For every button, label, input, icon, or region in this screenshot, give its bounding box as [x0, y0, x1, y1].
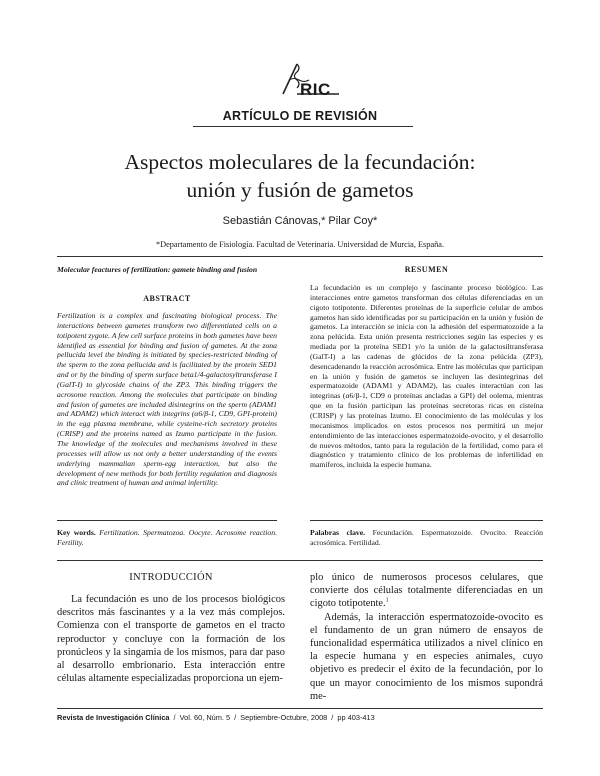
reference-marker[interactable]: 1	[385, 597, 389, 604]
paragraph-text: plo único de numerosos procesos celulares, que convierte dos células totalmente diferenciadas en un cigoto totipotente.	[310, 572, 543, 610]
resumen-heading: RESUMEN	[404, 265, 449, 274]
abstract-heading: ABSTRACT	[143, 294, 191, 303]
keywords-text: Fecundación. Espermatozoide. Ovocito. Reacción acrosómica. Fertilidad.	[310, 528, 544, 547]
keywords-en	[57, 528, 277, 548]
english-title: Molecular feactures of fertilization: gamete binding and fusion	[57, 265, 258, 274]
logo-text: RIC	[300, 80, 331, 99]
divider	[57, 256, 543, 257]
keywords-text: Fertilization. Spermatozoa. Oocyte. Acrosome reaction. Fertility.	[57, 528, 277, 547]
paragraph: La fecundación es uno de los procesos biológicos descritos más fascinantes y a la vez más complejos. Comienza con el transporte de gametos en el tracto reproductor y concluye con la formación de los pronúcleos y la singamia de los mismos, para dar paso al desarrollo embrionario. Esta interacción entre células altamente especializadas proporciona un ejem-	[57, 594, 285, 685]
intro-column-left	[57, 593, 285, 685]
article-title	[0, 148, 600, 204]
affiliation: *Departamento de Fisiología. Facultad de Veterinaria. Universidad de Murcia, España.	[155, 240, 445, 249]
divider	[57, 560, 543, 561]
issue-date: Septiembre-Octubre, 2008	[240, 713, 328, 722]
resumen-text: La fecundación es un complejo y fascinante proceso biológico. Las interacciones entre gametos transforman dos células diferenciadas en un cigoto totipotente. Diferentes proteínas de la superficie celular de ambos gametos han sido identificadas por su participación en la unión y fusión de gametos. La interacción se inicia con la adhesión del espermatozoide a la zona pelúcida. Esta unión presenta restricciones según las especies y es mediada por la proteína SED1 y/o la unión de la galactosiltransferasa (GalT-I) a las cadenas de glúcidos de la zona pelúcida (ZP3), desencadenando la reacción acrosómica. Entre las moléculas que participan en la unión y fusión de gametos se incluyen las desintegrinas del espermatozoide (ADAM1 y ADAM2), las cuales interactúan con las integrinas (α6/β-1, CD9 o proteínas ancladas a GPI) del oolema, mientras que en la fusión participan las proteínas secretoras ricas en cisteína (CRISP) y las proteínas Izumo. El conocimiento de las moléculas y los mecanismos implicados en estos procesos nos permitirá un mejor entendimiento de las interacciones espermatozoide-ovocito, y el desarrollo de nuevos métodos, tanto para la regulación de la fertilidad, como para el diagnóstico y tratamiento clínico de los problemas de infertilidad en mamíferos, incluida la especie humana.	[310, 283, 543, 470]
paragraph: Además, la interacción espermatozoide-ovocito es el fundamento de un gran número de ensayos de funcionalidad espermática utilizados a nivel clínico en la especie humana y en especies animales, cuyo objetivo es predecir el éxito de la fecundación, por lo que un mayor conocimiento de los mismos supondrá me-	[310, 611, 543, 702]
footer: Revista de Investigación Clínica / Vol. 60, Núm. 5 / Septiembre-Octubre, 2008 / pp 403-413	[57, 713, 375, 722]
intro-column-right	[310, 571, 543, 703]
keywords-label: Palabras clave.	[310, 528, 366, 537]
keywords-rule	[57, 520, 277, 521]
abstract-text: Fertilization is a complex and fascinating biological process. The interactions between gametes transform two differentiated cells on a totipotent zygote. A few cell surface proteins in both gametes have been identified as essential for binding and fusion of gametes. At the zona pellucida level the binding is initiated by species-restricted binding of the sperm to the zona pellucida and is facilitated by the protein SED1 and or by the binding of sperm surface beta1/4-galactosyltransferase I (GalT-I) to glycoside chains of the ZP3. This binding triggers the acrosome reaction. Among the molecules that participate on binding and fusion of gametes are included disintegrins on the sperm (ADAM1 and ADAM2) which interact with integrins (α6/β-1, CD9, GPI-protein) in the egg plasma membrane, while cysteine-rich secretory proteins (CRISP) and the proteins named as Izumo participate in the fusion. The knowledge of the molecules and mechanisms involved in these processes will allow us not only a better understanding of the events underlying mammalian sperm-egg interaction, but also the development of new methods for both fertility regulation and diagnosis and clinic treatment of human and animal infertility.	[57, 311, 277, 488]
section-label: ARTÍCULO DE REVISIÓN	[222, 109, 378, 123]
page-range: pp 403-413	[337, 713, 375, 722]
journal-name: Revista de Investigación Clínica	[57, 713, 170, 722]
volume: Vol. 60, Núm. 5	[179, 713, 231, 722]
footer-rule	[57, 708, 543, 709]
intro-heading: INTRODUCCIÓN	[129, 572, 213, 583]
paragraph	[310, 571, 543, 611]
title-line-1: Aspectos moleculares de la fecundación:	[124, 150, 476, 174]
header-rule	[193, 126, 413, 127]
title-line-2: unión y fusión de gametos	[186, 178, 414, 202]
keywords-rule	[310, 520, 543, 521]
authors: Sebastián Cánovas,* Pilar Coy*	[222, 215, 378, 227]
keywords-es	[310, 528, 543, 548]
keywords-label: Key words.	[57, 528, 96, 537]
